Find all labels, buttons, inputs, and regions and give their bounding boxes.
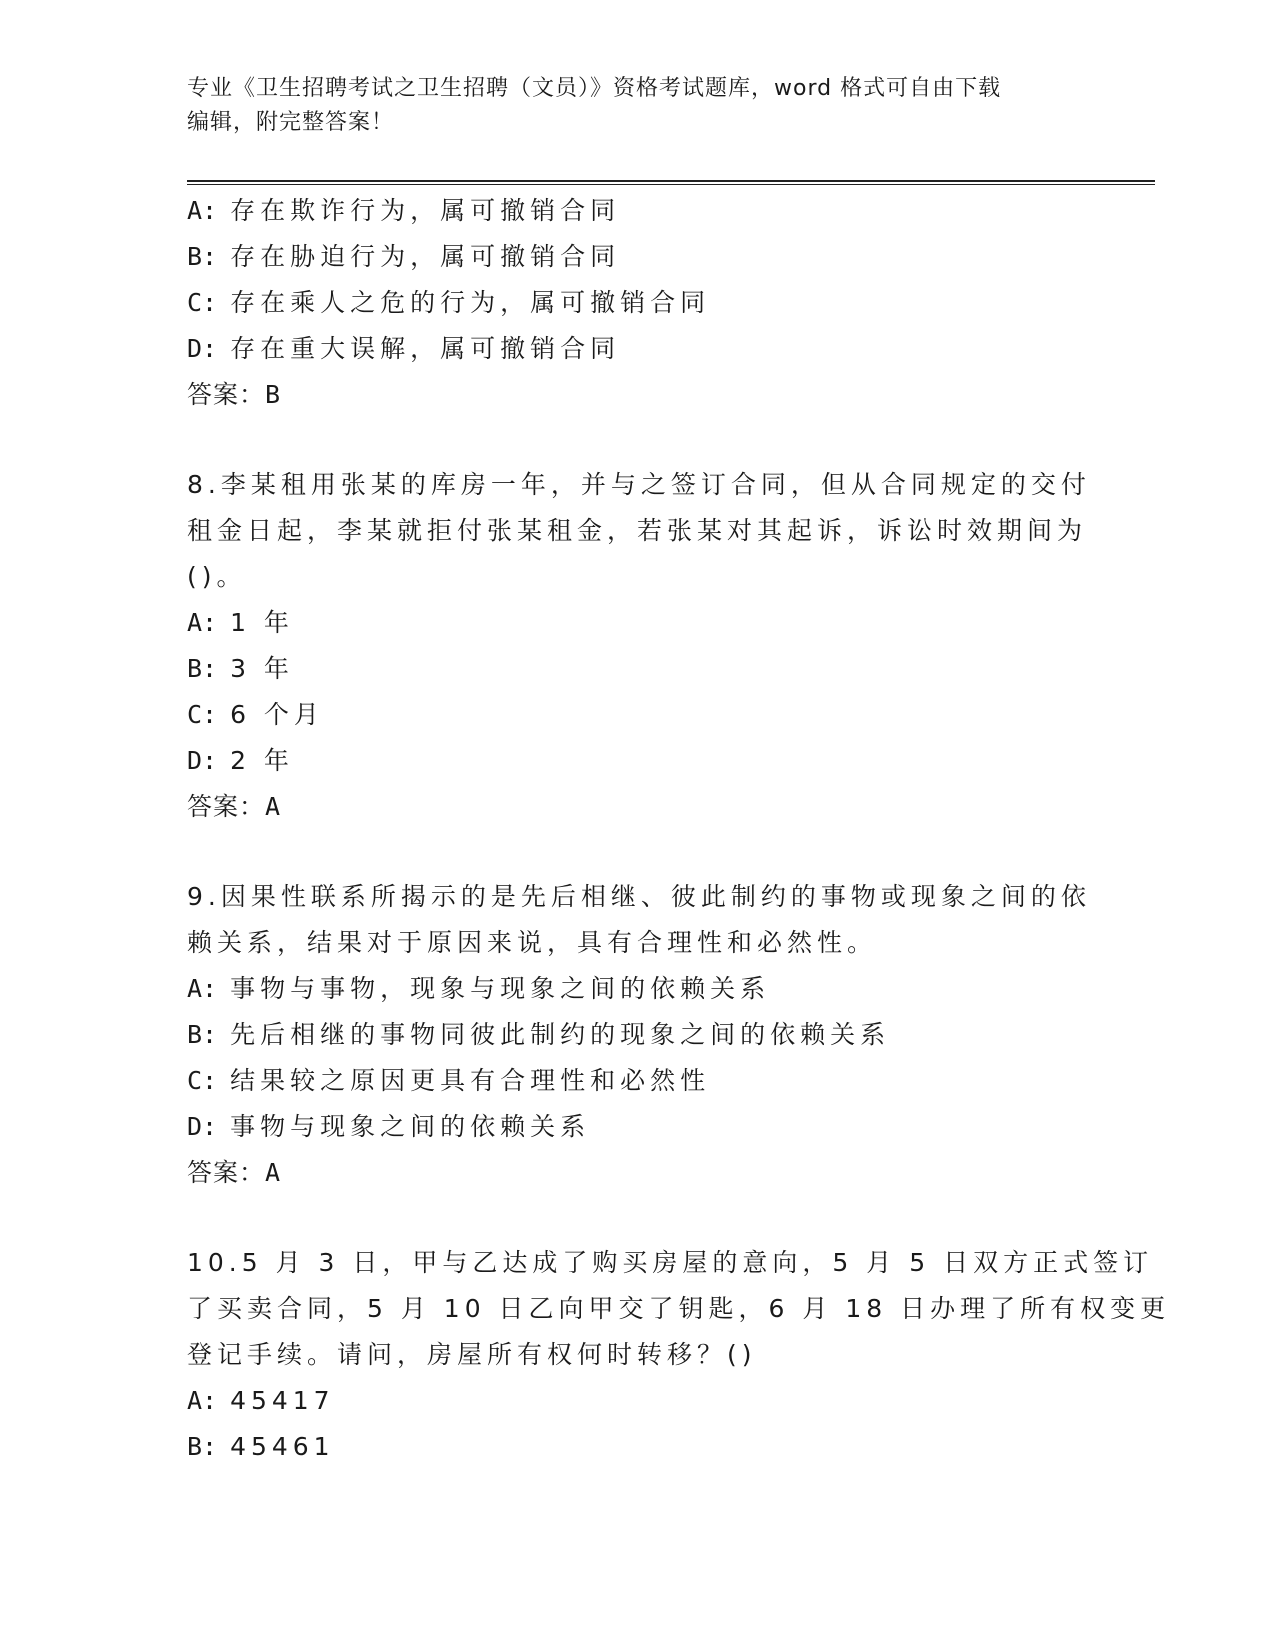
option-text: 6 个月 <box>230 700 324 729</box>
answer-label: 答案： <box>187 1158 266 1187</box>
option-key: A: <box>187 196 218 225</box>
question-10 <box>187 1240 1171 1470</box>
option-text: 事物与现象之间的依赖关系 <box>230 1112 591 1141</box>
question-list <box>187 188 1171 1470</box>
question-stem-line: 登记手续。请问，房屋所有权何时转移？() <box>187 1340 757 1369</box>
option-key: B: <box>187 654 218 683</box>
option-d <box>187 738 1067 784</box>
answer-label: 答案： <box>187 380 266 409</box>
answer-value: B <box>265 380 282 409</box>
option-text: 存在欺诈行为，属可撤销合同 <box>230 196 621 225</box>
option-a <box>187 188 1067 234</box>
answer-value: A <box>265 1158 282 1187</box>
answer-line <box>187 784 1067 830</box>
option-text: 45417 <box>230 1386 335 1415</box>
question-stem-line: ()。 <box>187 562 247 591</box>
option-key: C: <box>187 700 218 729</box>
question-9 <box>187 874 1091 1196</box>
header-rule-thin <box>187 184 1155 185</box>
option-text: 1 年 <box>230 608 294 637</box>
option-key: A: <box>187 974 218 1003</box>
question-8 <box>187 462 1091 830</box>
option-key: B: <box>187 242 218 271</box>
document-header <box>187 72 1067 140</box>
option-key: B: <box>187 1020 218 1049</box>
question-stem-line: 9.因果性联系所揭示的是先后相继、彼此制约的事物或现象之间的依 <box>187 882 1091 911</box>
option-text: 2 年 <box>230 746 294 775</box>
answer-line <box>187 1150 1067 1196</box>
option-b <box>187 234 1067 280</box>
header-rule-thick <box>187 180 1155 182</box>
option-text: 存在胁迫行为，属可撤销合同 <box>230 242 621 271</box>
answer-value: A <box>265 792 282 821</box>
answer-line <box>187 372 1067 418</box>
question-7 <box>187 188 1067 418</box>
option-c <box>187 1058 1067 1104</box>
option-key: D: <box>187 746 218 775</box>
answer-label: 答案： <box>187 792 266 821</box>
option-b <box>187 1012 1067 1058</box>
question-stem-line: 租金日起，李某就拒付张某租金，若张某对其起诉，诉讼时效期间为 <box>187 516 1088 545</box>
option-c <box>187 692 1067 738</box>
header-line-1: 专业《卫生招聘考试之卫生招聘（文员）》资格考试题库，word 格式可自由下载 <box>187 76 1002 101</box>
option-a <box>187 1378 1067 1424</box>
option-text: 结果较之原因更具有合理性和必然性 <box>230 1066 711 1095</box>
option-a <box>187 966 1067 1012</box>
option-text: 存在乘人之危的行为，属可撤销合同 <box>230 288 711 317</box>
option-key: C: <box>187 288 218 317</box>
option-text: 45461 <box>230 1432 335 1461</box>
question-stem-line: 10.5 月 3 日，甲与乙达成了购买房屋的意向，5 月 5 日双方正式签订 <box>187 1248 1154 1277</box>
option-d <box>187 326 1067 372</box>
option-key: A: <box>187 1386 218 1415</box>
option-c <box>187 280 1067 326</box>
option-b <box>187 1424 1067 1470</box>
option-text: 3 年 <box>230 654 294 683</box>
option-key: A: <box>187 608 218 637</box>
question-stem-line: 了买卖合同，5 月 10 日乙向甲交了钥匙，6 月 18 日办理了所有权变更 <box>187 1294 1171 1323</box>
option-text: 先后相继的事物同彼此制约的现象之间的依赖关系 <box>230 1020 891 1049</box>
option-key: B: <box>187 1432 218 1461</box>
option-key: D: <box>187 334 218 363</box>
option-key: C: <box>187 1066 218 1095</box>
option-a <box>187 600 1067 646</box>
question-stem-line: 8.李某租用张某的库房一年，并与之签订合同，但从合同规定的交付 <box>187 470 1091 499</box>
option-text: 事物与事物，现象与现象之间的依赖关系 <box>230 974 771 1003</box>
option-d <box>187 1104 1067 1150</box>
option-b <box>187 646 1067 692</box>
question-stem-line: 赖关系，结果对于原因来说，具有合理性和必然性。 <box>187 928 878 957</box>
option-text: 存在重大误解，属可撤销合同 <box>230 334 621 363</box>
option-key: D: <box>187 1112 218 1141</box>
header-line-2: 编辑，附完整答案！ <box>187 110 395 135</box>
